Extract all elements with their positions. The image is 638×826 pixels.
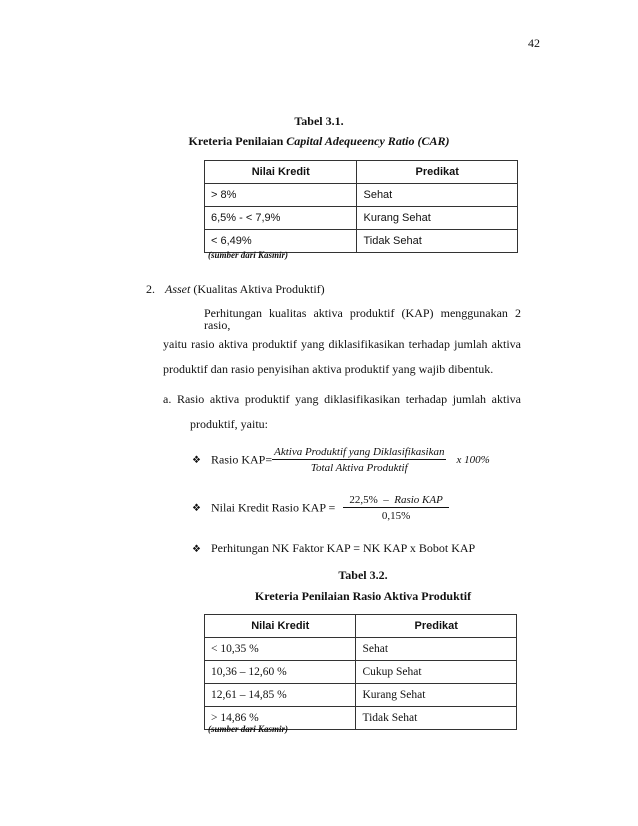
page-number: 42 bbox=[528, 36, 540, 50]
fraction-num-a: 22,5% bbox=[349, 494, 378, 506]
section2-heading-italic: Asset bbox=[165, 282, 191, 296]
table-cell: Sehat bbox=[356, 638, 517, 661]
bullet-perhitungan bbox=[192, 541, 475, 556]
diamond-bullet-icon: ❖ bbox=[192, 544, 201, 555]
table-cell: Cukup Sehat bbox=[356, 661, 517, 684]
table2-source: (sumber dari Kasmir) bbox=[208, 724, 289, 734]
table2-title: Tabel 3.2. bbox=[338, 568, 388, 582]
bullet-label: Rasio KAP= bbox=[211, 452, 273, 467]
item-a-line: produktif, yaitu: bbox=[190, 417, 268, 431]
table1-subtitle-italic: Capital Adequeency Ratio (CAR) bbox=[286, 134, 450, 148]
diamond-bullet-icon: ❖ bbox=[192, 502, 201, 514]
bullet-label: Nilai Kredit Rasio KAP = bbox=[211, 500, 336, 515]
table-cell: < 6,49% bbox=[205, 230, 357, 253]
fraction bbox=[343, 494, 449, 522]
table1-header-nilai: Nilai Kredit bbox=[205, 161, 357, 184]
table-cell: Kurang Sehat bbox=[357, 207, 518, 230]
table-cell: > 8% bbox=[205, 184, 357, 207]
table-row bbox=[205, 184, 518, 207]
table-cell: 10,36 – 12,60 % bbox=[205, 661, 356, 684]
section2-heading-rest: (Kualitas Aktiva Produktif) bbox=[190, 282, 325, 296]
table2-header-predikat: Predikat bbox=[356, 615, 517, 638]
fraction-denominator: 0,15% bbox=[381, 510, 411, 522]
table1-subtitle-prefix: Kreteria Penilaian bbox=[188, 134, 287, 148]
table-cell: 6,5% - < 7,9% bbox=[205, 207, 357, 230]
table2-header-nilai: Nilai Kredit bbox=[205, 615, 356, 638]
fraction-denominator: Total Aktiva Produktif bbox=[310, 462, 408, 474]
bullet-text: Perhitungan NK Faktor KAP = NK KAP x Bobot KAP bbox=[211, 541, 476, 555]
paragraph-line: produktif dan rasio penyisihan aktiva produktif yang wajib dibentuk. bbox=[163, 362, 494, 376]
fraction-num-b: – bbox=[377, 494, 395, 506]
section2-heading bbox=[146, 283, 325, 295]
table-cell: Kurang Sehat bbox=[356, 684, 517, 707]
bullet-nilai-kredit bbox=[192, 494, 449, 522]
table1-subtitle bbox=[0, 134, 638, 149]
table-cell: > 14,86 % bbox=[205, 707, 356, 730]
table2 bbox=[204, 614, 517, 730]
fraction-numerator: Aktiva Produktif yang Diklasifikasikan bbox=[274, 446, 445, 458]
fraction bbox=[272, 446, 446, 474]
table-row bbox=[205, 661, 517, 684]
bullet-rasio-kap bbox=[192, 446, 490, 474]
item-a-line: a. Rasio aktiva produktif yang diklasifikasikan terhadap jumlah aktiva bbox=[163, 392, 521, 406]
section2-number: 2. bbox=[146, 282, 155, 296]
table-cell: 12,61 – 14,85 % bbox=[205, 684, 356, 707]
table-cell: Tidak Sehat bbox=[357, 230, 518, 253]
bullet-suffix: x 100% bbox=[456, 454, 490, 466]
table1-title: Tabel 3.1. bbox=[294, 114, 344, 128]
table1 bbox=[204, 160, 518, 253]
table-cell: Sehat bbox=[357, 184, 518, 207]
table2-subtitle: Kreteria Penilaian Rasio Aktiva Produktif bbox=[254, 589, 472, 603]
table-cell: < 10,35 % bbox=[205, 638, 356, 661]
fraction-num-c: Rasio KAP bbox=[394, 494, 443, 506]
fraction-numerator bbox=[343, 494, 449, 508]
table1-source: (sumber dari Kasmir) bbox=[208, 250, 289, 260]
diamond-bullet-icon: ❖ bbox=[192, 454, 201, 466]
paragraph-line: Perhitungan kualitas aktiva produktif (KAP) menggunakan 2 rasio, bbox=[204, 306, 521, 332]
table1-header-predikat: Predikat bbox=[357, 161, 518, 184]
table2-header-row bbox=[205, 615, 517, 638]
table-row bbox=[205, 684, 517, 707]
table-cell: Tidak Sehat bbox=[356, 707, 517, 730]
table-row bbox=[205, 638, 517, 661]
table1-header-row bbox=[205, 161, 518, 184]
paragraph-line: yaitu rasio aktiva produktif yang diklasifikasikan terhadap jumlah aktiva bbox=[163, 337, 521, 351]
table-row bbox=[205, 207, 518, 230]
